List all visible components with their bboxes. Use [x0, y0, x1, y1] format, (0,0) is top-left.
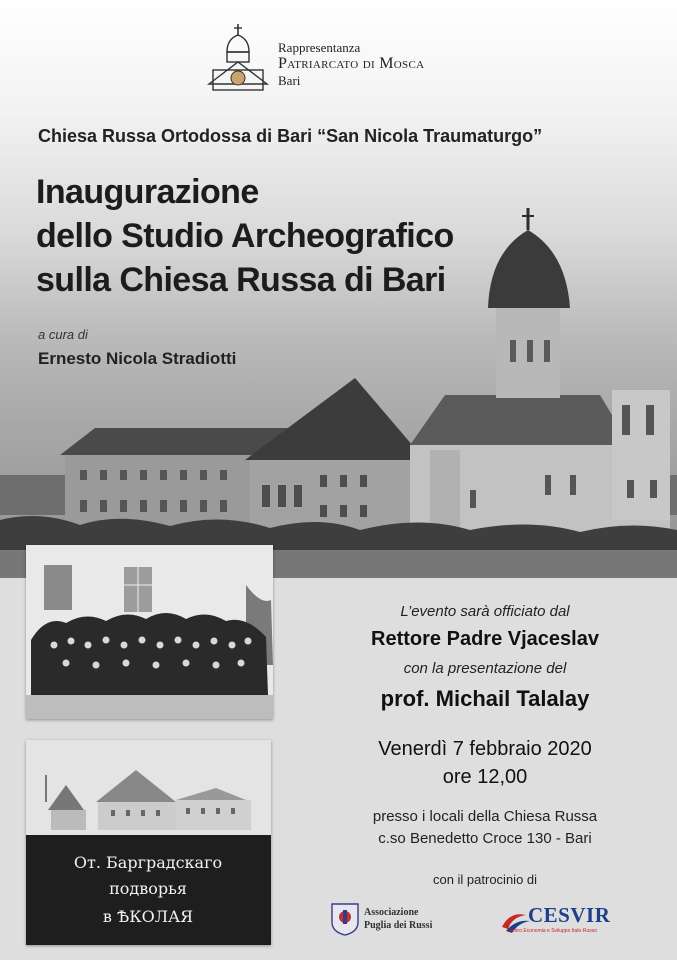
association-crest-icon: [330, 902, 360, 936]
patriarchate-emblem-icon: [205, 22, 271, 94]
org-line-3: Bari: [278, 73, 301, 88]
event-time: ore 12,00: [442, 766, 528, 788]
curator-name: Ernesto Nicola Stradiotti: [38, 349, 237, 368]
association-line-1: Associazione: [364, 907, 419, 918]
association-name: [364, 906, 432, 932]
drawing-caption-line-1: От. Барградскаго: [73, 853, 223, 872]
group-photo-image: [26, 545, 273, 719]
drawing-caption-line-3: в ѢКОЛАЯ: [102, 907, 194, 926]
group-photo: [26, 545, 273, 719]
cesvir-subtitle: Centro Economia e Sviluppo Italo-Russo: [507, 928, 598, 934]
venue-line-1: presso i locali della Chiesa Russa: [372, 808, 598, 825]
officiant-name: Rettore Padre Vjaceslav: [371, 628, 599, 650]
org-line-1: Rappresentanza: [278, 40, 361, 55]
title-line-2: dello Studio Archeografico: [36, 217, 454, 255]
church-subtitle: Chiesa Russa Ortodossa di Bari “San Nicola Traumaturgo”: [38, 126, 543, 146]
title-line-1: Inaugurazione: [36, 173, 259, 211]
venue-line-2: c.so Benedetto Croce 130 - Bari: [378, 830, 592, 847]
association-line-2: Puglia dei Russi: [364, 920, 433, 931]
historic-drawing-image: [26, 740, 271, 945]
officiated-by-label: L’evento sarà officiato dal: [400, 603, 570, 620]
curator-label: a cura di: [38, 327, 88, 342]
drawing-caption-line-2: подворья: [109, 879, 187, 898]
title-line-3: sulla Chiesa Russa di Bari: [36, 261, 446, 299]
event-date: Venerdì 7 febbraio 2020: [378, 738, 592, 760]
patronage-label: con il patrocinio di: [432, 872, 538, 887]
historic-drawing: [26, 740, 271, 945]
presenter-name: prof. Michail Talalay: [380, 686, 590, 711]
presentation-label: con la presentazione del: [403, 660, 567, 677]
poster-title: [36, 170, 454, 302]
cesvir-name: CESVIR: [528, 903, 611, 927]
org-line-2: Patriarcato di Mosca: [278, 55, 425, 72]
organization-name: [278, 40, 424, 88]
